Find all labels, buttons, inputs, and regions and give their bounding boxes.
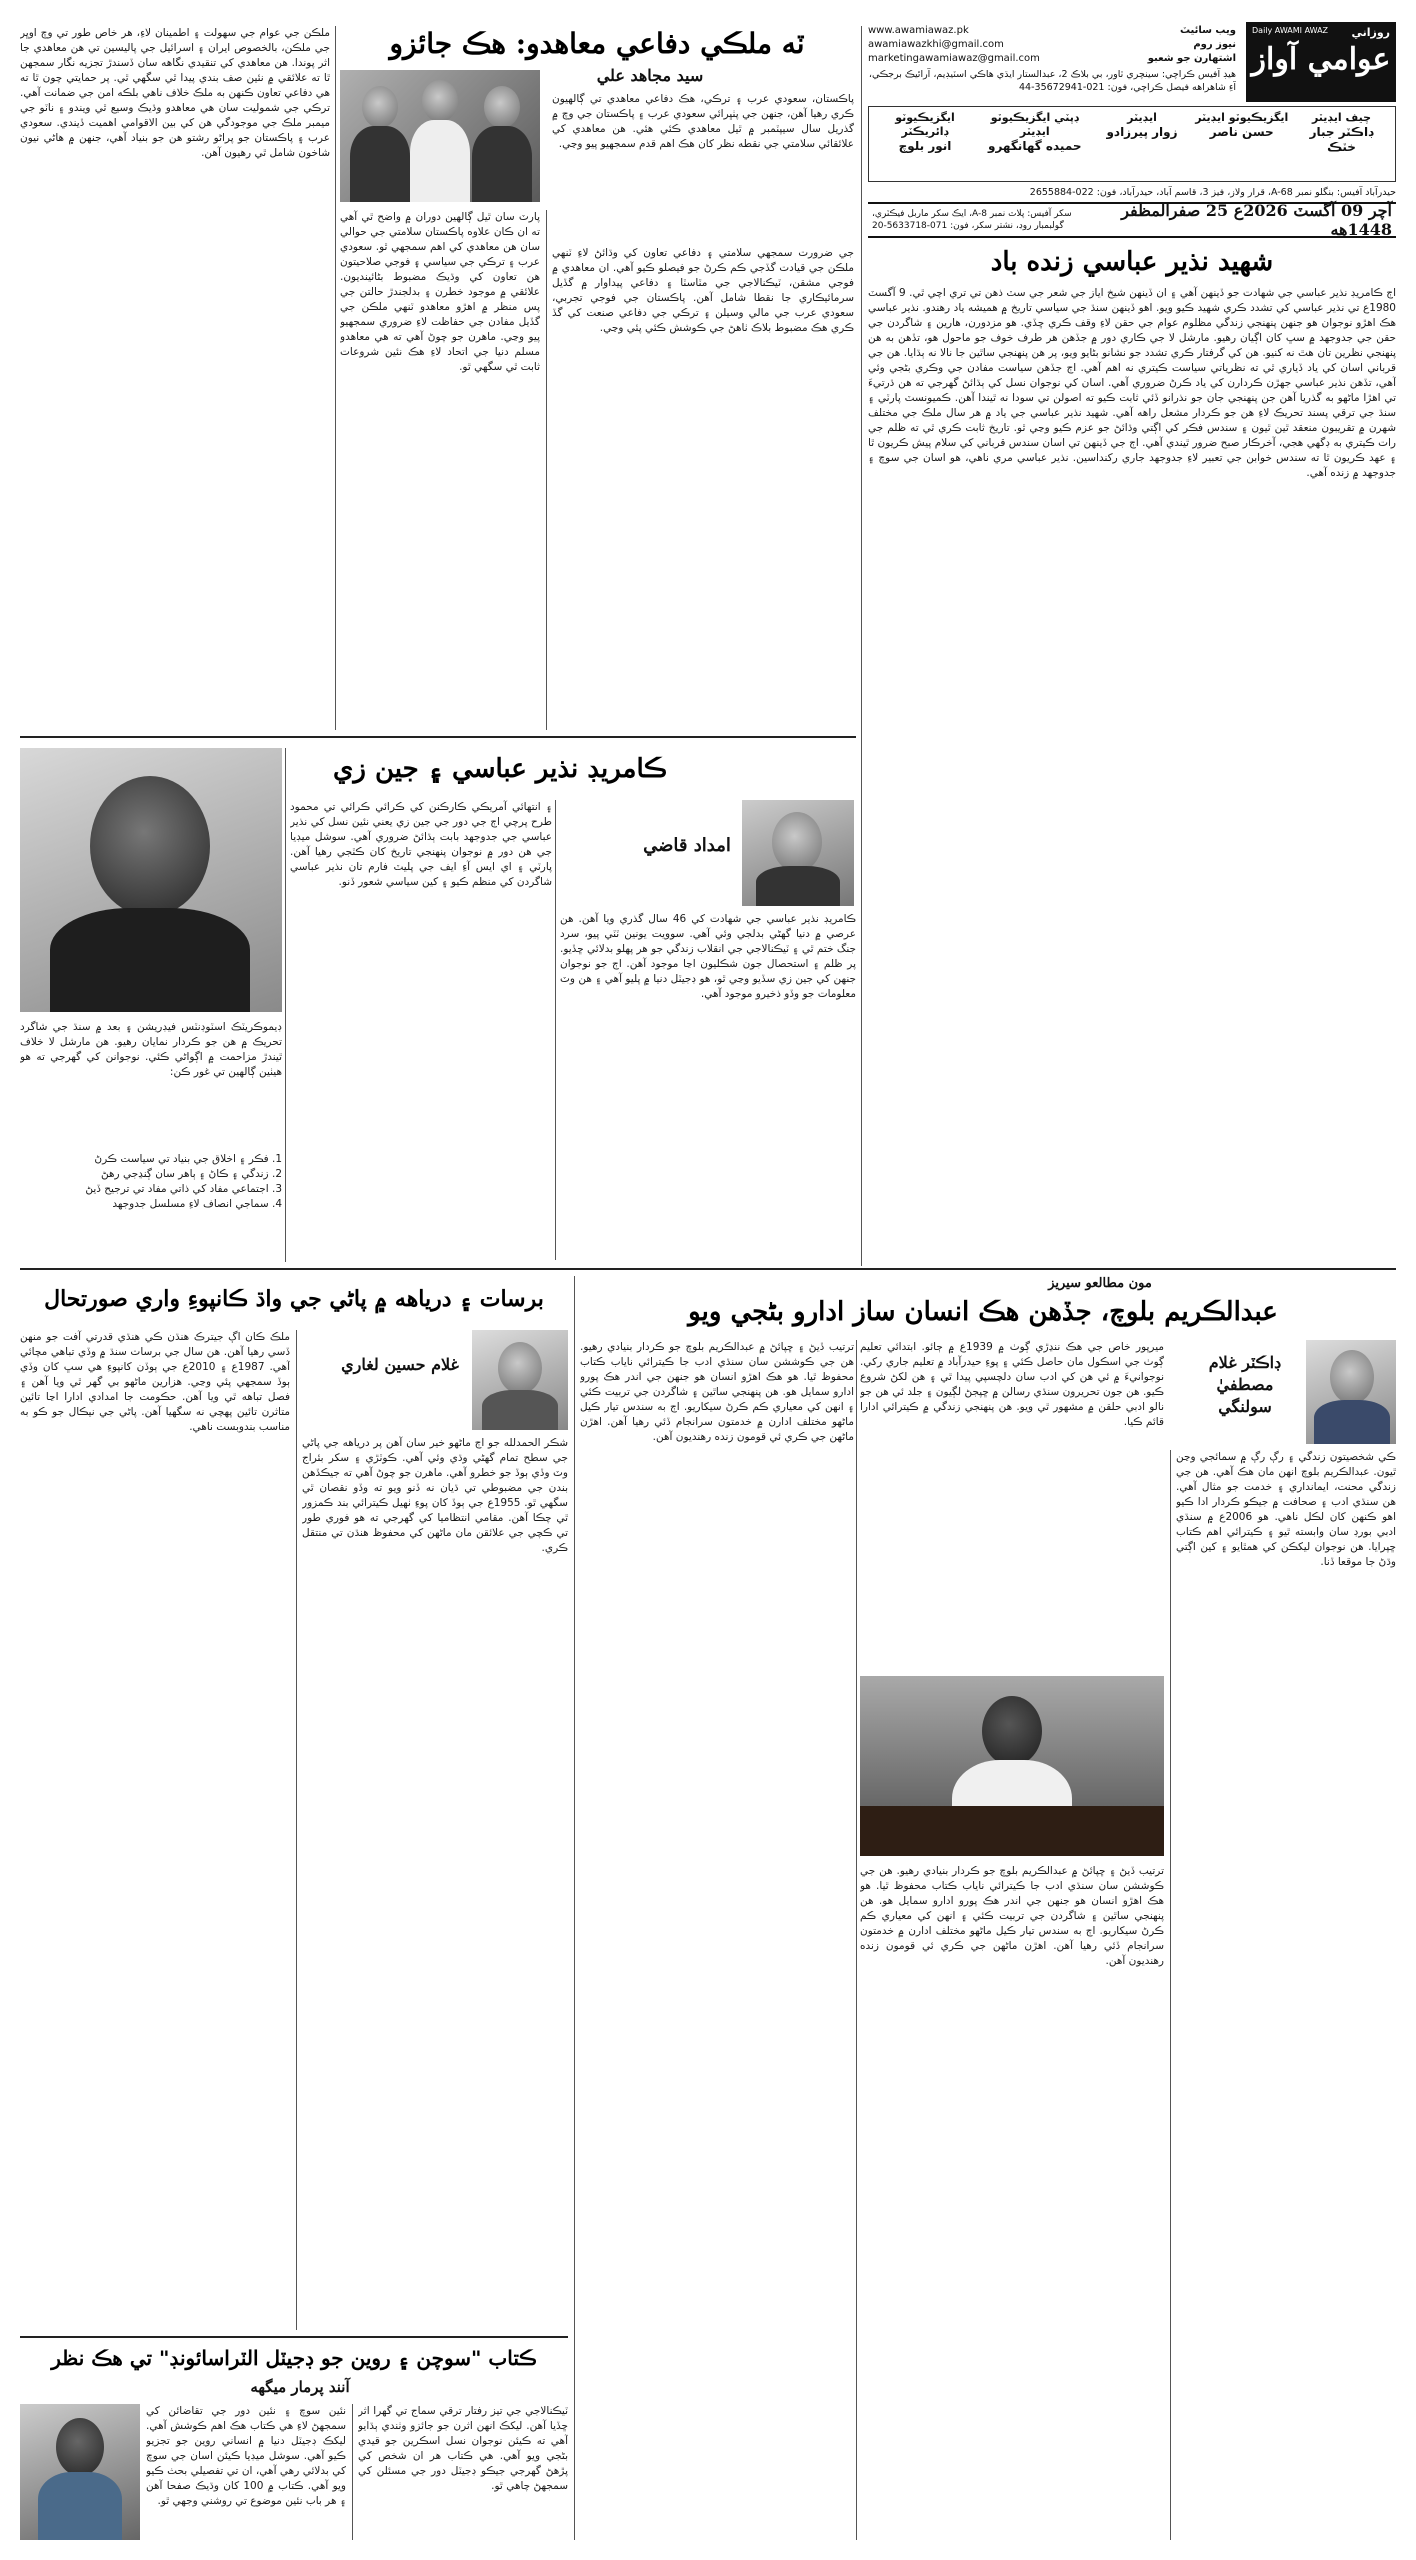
list-item: 1. فڪر ۽ اخلاق جي بنياد تي سياست ڪرڻ — [94, 1153, 282, 1165]
sukkur-office: سکر آفيس: پلاٽ نمبر A-8، ايڪ سکر ماربل فيڪٽري، گولبمبار روڊ، نشتر سکر، فون: 071-5633718-20 — [872, 209, 1072, 231]
editorial-title: شهيد نذير عباسي زنده باد — [990, 247, 1274, 277]
abdul-karim-col-a: ڪي شخصيتون زندگي ۽ رڳ رڳ ۾ سمائجي وڃن ٿيون. عبدالڪريم بلوچ انهن مان هڪ آهي. هن جي زندگي محنت، ايمانداري ۽ خدمت جو مثال آهي. هن سنڌي ادب ۽ صحافت ۾ جيڪو ڪردار ادا ڪيو اهو ڪنهن کان لڪل ناهي. هو 2006ع ۾ سنڌي ادبي بورڊ سان وابسته ٿيو ۽ ڪيترائي اهم ڪتاب ڇپرايا. هن نوجوان ليکڪن کي همٿايو ۽ کين اڳتي وڌڻ جا موقعا ڏنا. — [1176, 1451, 1396, 1568]
abdul-karim-series: مون مطالعو سيريز — [1048, 1276, 1152, 1291]
editor-4: ڊپٽي ايگزيڪيوٽو ايڊيٽر حميده گهانگهرو — [987, 111, 1082, 153]
abdul-karim-byline: ڊاڪٽر غلام مصطفيٰ سولنگي — [1208, 1353, 1282, 1416]
ads-email[interactable]: marketingawamiawaz@gmail.com — [868, 53, 1040, 64]
logo-daily: روزاني — [1351, 26, 1390, 39]
nazir-genz-byline: امداد قاضي — [643, 835, 731, 856]
defense-pact-title: ٽه ملڪي دفاعي معاهدو: هڪ جائزو — [389, 27, 805, 60]
laghari-photo — [472, 1330, 568, 1430]
imdad-qazi-photo — [742, 800, 854, 906]
book-review-title: ڪتاب "سوچن ۽ روين جو ڊجيٽل الٽراسائونڊ" تي هڪ نظر — [51, 2346, 537, 2370]
solangi-photo — [1306, 1340, 1396, 1444]
book-review-byline: آنند پرمار ميگهه — [250, 2378, 350, 2396]
abdul-karim-col-b2: ترتيب ڏيڻ ۽ ڇپائڻ ۾ عبدالڪريم بلوچ جو ڪردار بنيادي رهيو. هن جي ڪوششن سان سنڌي ادب جا ڪيترائي ناياب ڪتاب محفوظ ٿيا. هو هڪ اهڙو انسان هو جنهن جي اندر هڪ پورو ادارو سمايل هو. هن پنهنجي ساٿين ۽ شاگردن جي تربيت ڪئي ۽ انهن کي معياري ڪم ڪرڻ سيکاريو. اڄ به سندس تيار ڪيل ماڻهو مختلف ادارن ۾ خدمتون سرانجام ڏئي رهيا آهن. اهڙن ماڻهن جي ڪري ئي قومون زنده رهنديون آهن. — [860, 1865, 1164, 1967]
nazir-portrait-photo — [20, 748, 282, 1012]
monsoon-col-b: شڪر الحمدلله جو اڄ ماڻهو خير سان آهن پر درياهه جي پاڻي جي سطح تمام گهڻي وڌي وئي آهي. ڪوٽڙي ۽ سکر بئراج وٽ وڏي ٻوڏ جو خطرو آهي. ماهرن جو چوڻ آهي ته جيڪڏهن بندن جي مضبوطي تي ڌيان نه ڏنو ويو ته وڏو نقصان ٿي سگهي ٿو. 1955ع جي ٻوڏ کان پوءِ ٺهيل ڪيترائي بند ڪمزور ٿي چڪا آهن. مقامي انتظاميا کي گهرجي ته هو فوري طور تي ڪچي جي علائقن مان ماڻهن کي محفوظ هنڌن تي منتقل ڪري. — [302, 1437, 568, 1554]
contact-block — [868, 24, 1236, 66]
hyderabad-office: حيدرآباد آفيس: بنگلو نمبر A-68، قرار ولاز، فيز 3، قاسم آباد، حيدرآباد، فون: 022-2655884 — [1029, 187, 1396, 198]
head-office: هيڊ آفيس ڪراچي: سينچري ٽاور، بي بلاڪ 2، عبدالستار ايڌي هاڪي اسٽيڊيم، آرائيڪ برجڪي، آءِ شاهراهه فيصل ڪراچي، فون: 021-35672941-44 — [868, 69, 1236, 93]
defense-pact-col-c: ملڪن جي عوام جي سهولت ۽ اطمينان لاءِ، هر خاص طور تي وچ اوڀر جي ملڪن، بالخصوص ايران ۽ اسرائيل جي پاليسين تي هن معاهدي جا اثر پوندا. هن معاهدي کي تنقيدي نگاهه سان ڏسندڙ تجزيه نگار سمجهن ٿا ته علائقي ۾ نئين صف بندي پيدا ٿي سگهي ٿي. پر حمايتي چون ٿا ته هي دفاعي تعاون ڪنهن به ملڪ خلاف ناهي بلڪه امن جي ضمانت آهي. ترڪي جي شموليت سان هي معاهدو وڌيڪ وسيع ٿي ويندو ۽ ناٽو جي ميمبر ملڪ جي موجودگي هن کي بين الاقوامي اهميت ڏيندي. سعودي عرب ۽ پاڪستان جو پراڻو رشتو هن جو بنياد آهي، جنهن ۾ هاڻي نيون شاخون شامل ٿي رهيون آهن. — [20, 27, 330, 159]
nazir-genz-title: ڪامريڊ نذير عباسي ۽ جين زي — [333, 754, 667, 784]
book-author-photo — [20, 2404, 140, 2540]
abdul-karim-title: عبدالڪريم بلوچ، جڏهن هڪ انسان ساز ادارو بڻجي ويو — [688, 1297, 1278, 1327]
date-bar — [868, 202, 1396, 238]
logo-name: عوامي آواز — [1251, 42, 1391, 77]
editor-3: ايڊيٽر زوار پيرزادو — [1106, 111, 1178, 139]
monsoon-title: برسات ۽ درياهه ۾ پاڻي جي واڌ ڪانپوءِ واري صورتحال — [44, 1286, 544, 1312]
editorial-body: اڄ ڪامريڊ نذير عباسي جي شهادت جو ڏينهن آهي ۽ ان ڏينهن شيخ اياز جي شعر جي سٽ ذهن تي تري اچي ٿي. 9 آگسٽ 1980ع تي نذير عباسي کي تشدد ڪري شهيد ڪيو ويو. اهو ڏينهن سنڌ جي سياسي تاريخ ۾ هميشه ياد رهندو. نذير عباسي هڪ اهڙو نوجوان هو جنهن پنهنجي زندگي مظلوم عوام جي حقن لاءِ وقف ڪري ڇڏي. هو مزدورن، هارين ۽ شاگردن جي حقن جي جدوجهد ۾ سڀ کان اڳيان رهيو. مارشل لا جي ڪاري دور ۾ جڏهن هر طرف خوف جو ماحول هو، تڏهن به هن پنهنجي نظرين تان هٿ نه کنيو. هن کي گرفتار ڪري تشدد جو نشانو بڻايو ويو، پر هن پنهنجي ساٿين جا نالا نه ٻڌايا. هن جي قرباني اسان کي ياد ڏياري ٿي ته نظرياتي سياست ڪيتري نه اهم آهي. اڄ جڏهن سياست مفادن جي وڪري بڻجي وئي آهي، تڏهن نذير عباسي جهڙن ڪردارن کي ياد ڪرڻ ضروري آهي. اسان کي نوجوان نسل کي ٻڌائڻ گهرجي ته هن ڌرتيءَ تي اهڙا ماڻهو به گذريا آهن جن پنهنجي جان جو نذرانو ڏئي ثابت ڪيو ته اصولن تي سودا نه ٿيندا آهن. ڪميونسٽ پارٽي ۽ سنڌ جي ترقي پسند تحريڪ لاءِ هن جو ڪردار مشعل راهه آهي. شهيد نذير عباسي جي ياد ۾ هر سال ملڪ جي مختلف شهرن ۾ تقريبون منعقد ٿين ٿيون ۽ سندس فڪر کي اڳتي وڌائڻ جو عزم ڪيو وڃي ٿو. تاريخ ثابت ڪري ٿي ته ظلم جي رات ڪيتري به ڊگهي هجي، آخرڪار صبح ضرور ٿيندي آهي. اڄ جي ڏينهن تي اسان سندس قرباني کي سلام پيش ڪريون ٿا ۽ عهد ڪريون ٿا ته سندس خوابن جي تعبير لاءِ جدوجهد جاري رکنداسين. نذير عباسي مري ناهي، هو اسان جي سوچ ۽ جدوجهد ۾ زنده آهي. — [868, 287, 1396, 479]
website-label: ويب سائيٽ — [1179, 25, 1236, 36]
defense-pact-col-a: پارٽ سان ٿيل ڳالهين دوران ۾ واضح ٿي آهي ته ان ڪان علاوه پاڪستان سلامتي جي حوالي سان هن معاهدي کي اهم سمجهي ٿو. سعودي عرب ۽ ترڪي جي سياسي ۽ فوجي صلاحيتون هن تعاون کي وڌيڪ مضبوط بڻائينديون. علائقي ۾ موجود خطرن ۽ بدلجندڙ حالتن جي پس منظر ۾ اهڙو معاهدو ٽنهي ملڪن جي گڏيل مفادن جي حفاظت لاءِ ضروري سمجهيو پيو وڃي. ماهرن جو چوڻ آهي ته هي معاهدو مسلم دنيا جي اتحاد لاءِ هڪ نئين شروعات ثابت ٿي سگهي ٿو. — [340, 211, 540, 373]
newsroom-email[interactable]: awamiawazkhi@gmail.com — [868, 39, 1004, 50]
website-link[interactable]: www.awamiawaz.pk — [868, 25, 969, 36]
monsoon-byline: غلام حسين لغاري — [341, 1355, 459, 1374]
list-item: 2. زندگي ۽ ڪاڻ ۽ ٻاهر سان ڳنڍجي رهڻ — [101, 1168, 282, 1180]
nazir-genz-col-b: ڪامريڊ نذير عباسي جي شهادت کي 46 سال گذري ويا آهن. هن عرصي ۾ دنيا گهڻي بدلجي وئي آهي. سوويت يونين ٽٽي پيو، سرد جنگ ختم ٿي ۽ ٽيڪنالاجي جي انقلاب زندگي جو هر پهلو بدلائي ڇڏيو. پر ظلم ۽ استحصال جون شڪليون اڃا موجود آهن. اڄ جو نوجوان جنهن کي جين زي سڏيو وڃي ٿو، هو ڊجيٽل دنيا ۾ پليو آهي ۽ هن وٽ معلومات جو وڏو ذخيرو موجود آهي. — [560, 913, 856, 1000]
defense-pact-byline: سيد مجاهد علي — [596, 66, 704, 85]
issue-date: آچر 09 آگسٽ 2026ع 25 صفرالمظفر 1448هه — [1121, 201, 1392, 239]
abdul-karim-col-b: ميرپور خاص جي هڪ ننڍڙي ڳوٺ ۾ 1939ع ۾ ڄائو. ابتدائي تعليم ڳوٺ جي اسڪول مان حاصل ڪئي ۽ پوءِ حيدرآباد ۾ تعليم جاري رکي. نوجوانيءَ ۾ ئي هن کي ادب سان دلچسپي پيدا ٿي ۽ هن لکڻ شروع ڪيو. هن جون تحريرون سنڌي رسالن ۾ ڇپجڻ لڳيون ۽ جلد ئي هن جو نالو ادبي حلقن ۾ مشهور ٿي ويو. هن پنهنجي زندگي ۾ ڪيترائي ادارا قائم ڪيا. — [860, 1341, 1164, 1428]
nazir-genz-points — [20, 1152, 282, 1212]
book-review-col-a: نئين سوچ ۽ نئين دور جي تقاضائن کي سمجهڻ لاءِ هي ڪتاب هڪ اهم ڪوشش آهي. ليکڪ ڊجيٽل دنيا ۾ انساني روين جو تجزيو ڪيو آهي. سوشل ميڊيا ڪيئن اسان جي سوچ کي بدلائي رهي آهي، ان تي تفصيلي بحث ڪيو ويو آهي. ڪتاب ۾ 100 کان وڌيڪ صفحا آهن ۽ هر باب نئين موضوع تي روشني وجهي ٿو. — [146, 2405, 346, 2507]
defense-pact-photo — [340, 70, 540, 202]
monsoon-col-a: ملڪ ڪان اڳ جيترڪ هنڌن ڪي هنڌي قدرتي آفت جو منهن ڏسي رهيا آهن. هن سال جي برسات سنڌ ۾ وڏي تباهي مچائي آهي. 1987ع ۽ 2010ع جي ٻوڏن کانپوءِ هي سڀ کان وڏي ٻوڏ سمجهي پئي وڃي. هزارين ماڻهو بي گهر ٿي ويا آهن ۽ فصل تباهه ٿي ويا آهن. حڪومت جا امدادي ادارا اڃا تائين متاثرن تائين پهچي نه سگهيا آهن. پاڻي جي نيڪال جو ڪو به مناسب بندوبست ناهي. — [20, 1331, 290, 1433]
list-item: 3. اجتماعي مفاد کي ذاتي مفاد تي ترجيح ڏيڻ — [85, 1183, 282, 1195]
newsroom-label: نيوز روم — [1193, 39, 1236, 50]
editor-1: چيف ايڊيٽر ڊاڪٽر جبار خٽڪ — [1309, 111, 1374, 154]
defense-pact-intro: پاڪستان، سعودي عرب ۽ ترڪي، هڪ دفاعي معاهدي تي ڳالهيون ڪري رهيا آهن، جنهن جي پٺڀرائي سعودي عرب ۽ پاڪستان جي وچ ۾ گذريل سال سيپٽمبر ۾ ٿيل معاهدي ڪئي هئي. هن معاهدي کي علائقائي سلامتي جي نقطه نظر کان هڪ اهم قدم سمجهيو پيو وڃي. — [552, 93, 854, 150]
book-review-col-b: ٽيڪنالاجي جي تيز رفتار ترقي سماج تي گهرا اثر ڇڏيا آهن. ليکڪ انهن اثرن جو جائزو وٺندي ٻڌايو آهي ته ڪيئن نوجوان نسل اسڪرين جو قيدي بڻجي ويو آهي. هي ڪتاب هر ان شخص کي پڙهڻ گهرجي جيڪو ڊجيٽل دور جي مسئلن کي سمجهڻ چاهي ٿو. — [358, 2405, 568, 2492]
ads-label: اشتهارن جو شعبو — [1147, 53, 1236, 64]
nazir-genz-col-a: ۽ انتهائي آمريڪي ڪارڪنن کي ڪرائي ڪرائي تي محمود طرح پرچي اڄ جي دور جي جين زي يعني نئين نسل کي نذير عباسي جي جدوجهد بابت ٻڌائڻ ضروري آهي. سوشل ميڊيا جي هن دور ۾ نوجوان پنهنجي تاريخ کان ڪٽجي رهيا آهن. پارٽي ۽ اي ايس آءِ ايف جي پليٽ فارم تان نذير عباسي شاگردن کي منظم ڪيو ۽ کين سياسي شعور ڏنو. — [290, 801, 552, 888]
list-item: 4. سماجي انصاف لاءِ مسلسل جدوجهد — [112, 1198, 282, 1210]
nazir-genz-col-c: ڊيموڪريٽڪ اسٽوڊنٽس فيڊريشن ۽ بعد ۾ سنڌ جي شاگرد تحريڪ ۾ هن جو ڪردار نمايان رهيو. هن مارشل لا خلاف ٿيندڙ مزاحمت ۾ اڳواڻي ڪئي. نوجوانن کي گهرجي ته هو هيٺين ڳالهين تي غور ڪن: — [20, 1021, 282, 1078]
defense-pact-col-b: جي ضرورت سمجهي سلامتي ۽ دفاعي تعاون کي وڌائڻ لاءِ ٽنهي ملڪن جي قيادت گڏجي ڪم ڪرڻ جو فيصلو ڪيو آهي. ان معاهدي ۾ فوجي مشقن، ٽيڪنالاجي جي مٽاسٽا ۽ دفاعي پيداوار ۾ گڏيل سرمائيڪاري جا نقطا شامل آهن. پاڪستان جي فوجي تجربي، سعودي عرب جي مالي وسيلن ۽ ترڪي جي دفاعي صنعت کي گڏ ڪري هڪ مضبوط بلاڪ ٺاهڻ جي ڪوشش ڪئي پئي وڃي. — [552, 247, 854, 334]
editors-box — [868, 106, 1396, 182]
abdul-karim-col-c: ترتيب ڏيڻ ۽ ڇپائڻ ۾ عبدالڪريم بلوچ جو ڪردار بنيادي رهيو. هن جي ڪوششن سان سنڌي ادب جا ڪيترائي ناياب ڪتاب محفوظ ٿيا. هو هڪ اهڙو انسان هو جنهن جي اندر هڪ پورو ادارو سمايل هو. هن پنهنجي ساٿين ۽ شاگردن جي تربيت ڪئي ۽ انهن کي معياري ڪم ڪرڻ سيکاريو. اڄ به سندس تيار ڪيل ماڻهو مختلف ادارن ۾ خدمتون سرانجام ڏئي رهيا آهن. اهڙن ماڻهن جي ڪري ئي قومون زنده رهنديون آهن. — [580, 1341, 854, 1443]
editor-5: ايگزيڪيوٽو ڊائريڪٽر انور بلوچ — [895, 111, 955, 153]
abdul-karim-photo — [860, 1676, 1164, 1856]
editor-2: ايگزيڪيوٽو ايڊيٽر حسن ناصر — [1195, 111, 1289, 139]
logo — [1246, 22, 1396, 102]
logo-en: Daily AWAMI AWAZ — [1252, 26, 1329, 35]
